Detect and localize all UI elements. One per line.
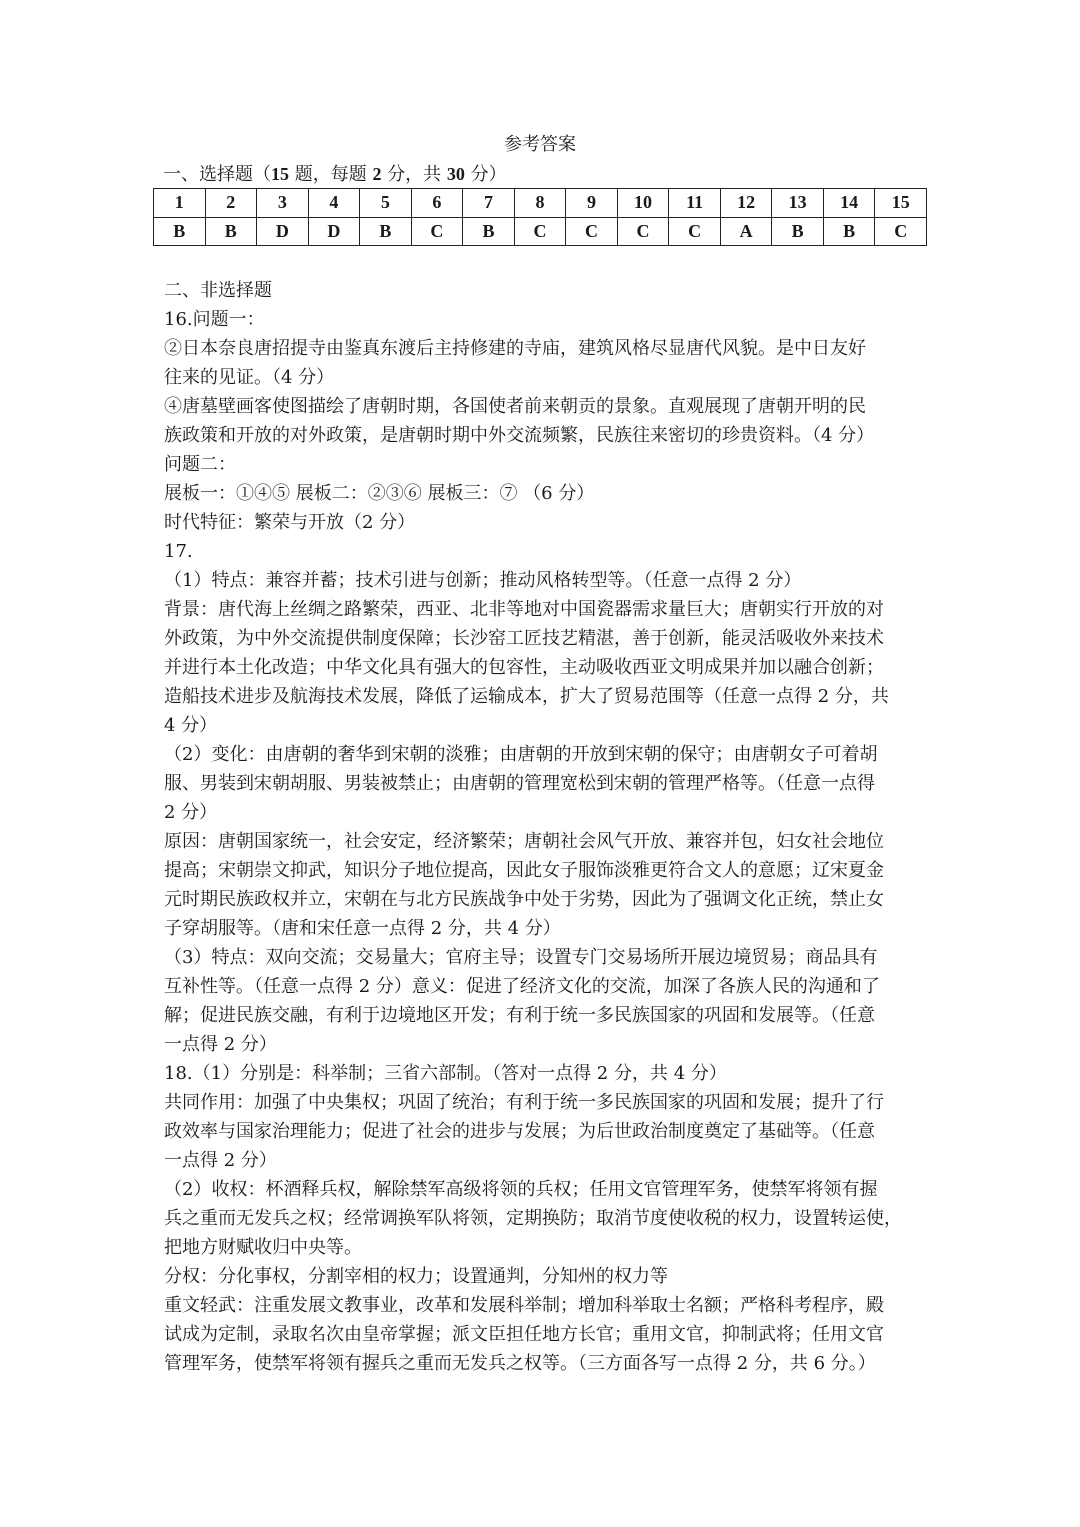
answer-line: （1）特点：兼容并蓄；技术引进与创新；推动风格转型等。（任意一点得 2 分） bbox=[164, 570, 802, 591]
answer-cell: B bbox=[154, 217, 206, 246]
answer-line: 一点得 2 分） bbox=[164, 1034, 277, 1055]
question-number-cell: 8 bbox=[514, 189, 566, 218]
heading-text: 分，共 bbox=[381, 164, 447, 185]
answer-cell: D bbox=[308, 217, 360, 246]
points-each: 2 bbox=[372, 164, 382, 184]
answer-cell: B bbox=[772, 217, 824, 246]
answer-line: 往来的见证。（4 分） bbox=[164, 367, 335, 388]
answer-line: 原因：唐朝国家统一，社会安定，经济繁荣；唐朝社会风气开放、兼容并包，妇女社会地位 bbox=[164, 831, 884, 852]
answer-line: 问题二： bbox=[164, 454, 236, 475]
answer-line: （2）收权：杯酒释兵权，解除禁军高级将领的兵权；任用文官管理军务，使禁军将领有握 bbox=[164, 1179, 878, 1200]
question-number-cell: 11 bbox=[669, 189, 721, 218]
heading-text: 一、选择题（ bbox=[163, 164, 271, 185]
answer-cell: C bbox=[566, 217, 618, 246]
question-number-cell: 1 bbox=[154, 189, 206, 218]
question-number-cell: 6 bbox=[411, 189, 463, 218]
answer-line: （3）特点：双向交流；交易量大；官府主导；设置专门交易场所开展边境贸易；商品具有 bbox=[164, 947, 878, 968]
answer-table bbox=[153, 188, 927, 246]
question-number-cell: 14 bbox=[823, 189, 875, 218]
answer-line: 元时期民族政权并立，宋朝在与北方民族战争中处于劣势，因此为了强调文化正统，禁止女 bbox=[164, 889, 884, 910]
question-number-cell: 5 bbox=[360, 189, 412, 218]
question-number-cell: 13 bbox=[772, 189, 824, 218]
answer-row bbox=[154, 217, 927, 246]
answer-line: 提高；宋朝崇文抑武，知识分子地位提高，因此女子服饰淡雅更符合文人的意愿；辽宋夏金 bbox=[164, 860, 884, 881]
answer-line: ②日本奈良唐招提寺由鉴真东渡后主持修建的寺庙，建筑风格尽显唐代风貌。是中日友好 bbox=[164, 338, 866, 359]
answer-line: 二、非选择题 bbox=[164, 280, 272, 301]
answer-line: 重文轻武：注重发展文教事业，改革和发展科举制；增加科举取士名额；严格科考程序，殿 bbox=[164, 1295, 884, 1316]
answer-cell: B bbox=[463, 217, 515, 246]
answer-line: 互补性等。（任意一点得 2 分）意义：促进了经济文化的交流，加深了各族人民的沟通和了 bbox=[164, 976, 880, 997]
total-points: 30 bbox=[446, 164, 465, 184]
answer-line: 管理军务，使禁军将领有握兵之重而无发兵之权等。（三方面各写一点得 2 分，共 6 分。） bbox=[164, 1353, 876, 1374]
answer-line: ④唐墓壁画客使图描绘了唐朝时期，各国使者前来朝贡的景象。直观展现了唐朝开明的民 bbox=[164, 396, 866, 417]
answer-cell: B bbox=[823, 217, 875, 246]
answer-line: 背景：唐代海上丝绸之路繁荣，西亚、北非等地对中国瓷器需求量巨大；唐朝实行开放的对 bbox=[164, 599, 884, 620]
answer-line: 18.（1）分别是：科举制；三省六部制。（答对一点得 2 分，共 4 分） bbox=[164, 1063, 727, 1084]
question-number-cell: 10 bbox=[617, 189, 669, 218]
answer-line: 一点得 2 分） bbox=[164, 1150, 277, 1171]
answer-cell: C bbox=[875, 217, 927, 246]
answer-cell: C bbox=[617, 217, 669, 246]
answer-cell: A bbox=[720, 217, 772, 246]
answer-cell: C bbox=[514, 217, 566, 246]
section-multiple-choice-heading bbox=[163, 162, 507, 187]
answer-line: 分权：分化事权，分割宰相的权力；设置通判，分知州的权力等 bbox=[164, 1266, 668, 1287]
question-number-cell: 3 bbox=[257, 189, 309, 218]
free-response-answers bbox=[164, 276, 924, 1378]
question-number-cell: 9 bbox=[566, 189, 618, 218]
answer-line: 族政策和开放的对外政策，是唐朝时期中外交流频繁，民族往来密切的珍贵资料。（4 分） bbox=[164, 425, 875, 446]
answer-line: 试成为定制，录取名次由皇帝掌握；派文臣担任地方长官；重用文官，抑制武将；任用文官 bbox=[164, 1324, 884, 1345]
question-count: 15 bbox=[271, 164, 289, 184]
answer-cell: C bbox=[669, 217, 721, 246]
question-number-cell: 7 bbox=[463, 189, 515, 218]
answer-line: 并进行本土化改造；中华文化具有强大的包容性，主动吸收西亚文明成果并加以融合创新； bbox=[164, 657, 884, 678]
answer-line: 共同作用：加强了中央集权；巩固了统治；有利于统一多民族国家的巩固和发展；提升了行 bbox=[164, 1092, 884, 1113]
question-number-cell: 4 bbox=[308, 189, 360, 218]
question-number-row bbox=[154, 189, 927, 218]
answer-cell: D bbox=[257, 217, 309, 246]
answer-line: 时代特征：繁荣与开放（2 分） bbox=[164, 512, 416, 533]
question-number-cell: 15 bbox=[875, 189, 927, 218]
answer-line: 2 分） bbox=[164, 802, 218, 823]
answer-line: （2）变化：由唐朝的奢华到宋朝的淡雅；由唐朝的开放到宋朝的保守；由唐朝女子可着胡 bbox=[164, 744, 878, 765]
question-number-cell: 12 bbox=[720, 189, 772, 218]
answer-line: 兵之重而无发兵之权；经常调换军队将领，定期换防；取消节度使收税的权力，设置转运使， bbox=[164, 1208, 902, 1229]
answer-line: 17. bbox=[164, 541, 193, 562]
answer-line: 造船技术进步及航海技术发展，降低了运输成本，扩大了贸易范围等（任意一点得 2 分，共 bbox=[164, 686, 889, 707]
answer-line: 16.问题一： bbox=[164, 309, 265, 330]
answer-cell: B bbox=[360, 217, 412, 246]
heading-text: 题，每题 bbox=[289, 164, 373, 185]
answer-cell: B bbox=[205, 217, 257, 246]
answer-line: 子穿胡服等。（唐和宋任意一点得 2 分，共 4 分） bbox=[164, 918, 561, 939]
answer-line: 展板一：①④⑤ 展板二：②③⑥ 展板三：⑦ （6 分） bbox=[164, 483, 595, 504]
answer-line: 解；促进民族交融，有利于边境地区开发；有利于统一多民族国家的巩固和发展等。（任意 bbox=[164, 1005, 875, 1026]
answer-line: 政效率与国家治理能力；促进了社会的进步与发展；为后世政治制度奠定了基础等。（任意 bbox=[164, 1121, 875, 1142]
answer-line: 服、男装到宋朝胡服、男装被禁止；由唐朝的管理宽松到宋朝的管理严格等。（任意一点得 bbox=[164, 773, 875, 794]
answer-cell: C bbox=[411, 217, 463, 246]
answer-line: 4 分） bbox=[164, 715, 218, 736]
heading-text: 分） bbox=[464, 164, 507, 185]
page-title: 参考答案 bbox=[504, 134, 576, 155]
answer-line: 外政策，为中外交流提供制度保障；长沙窑工匠技艺精湛，善于创新，能灵活吸收外来技术 bbox=[164, 628, 884, 649]
answer-line: 把地方财赋收归中央等。 bbox=[164, 1237, 362, 1258]
question-number-cell: 2 bbox=[205, 189, 257, 218]
